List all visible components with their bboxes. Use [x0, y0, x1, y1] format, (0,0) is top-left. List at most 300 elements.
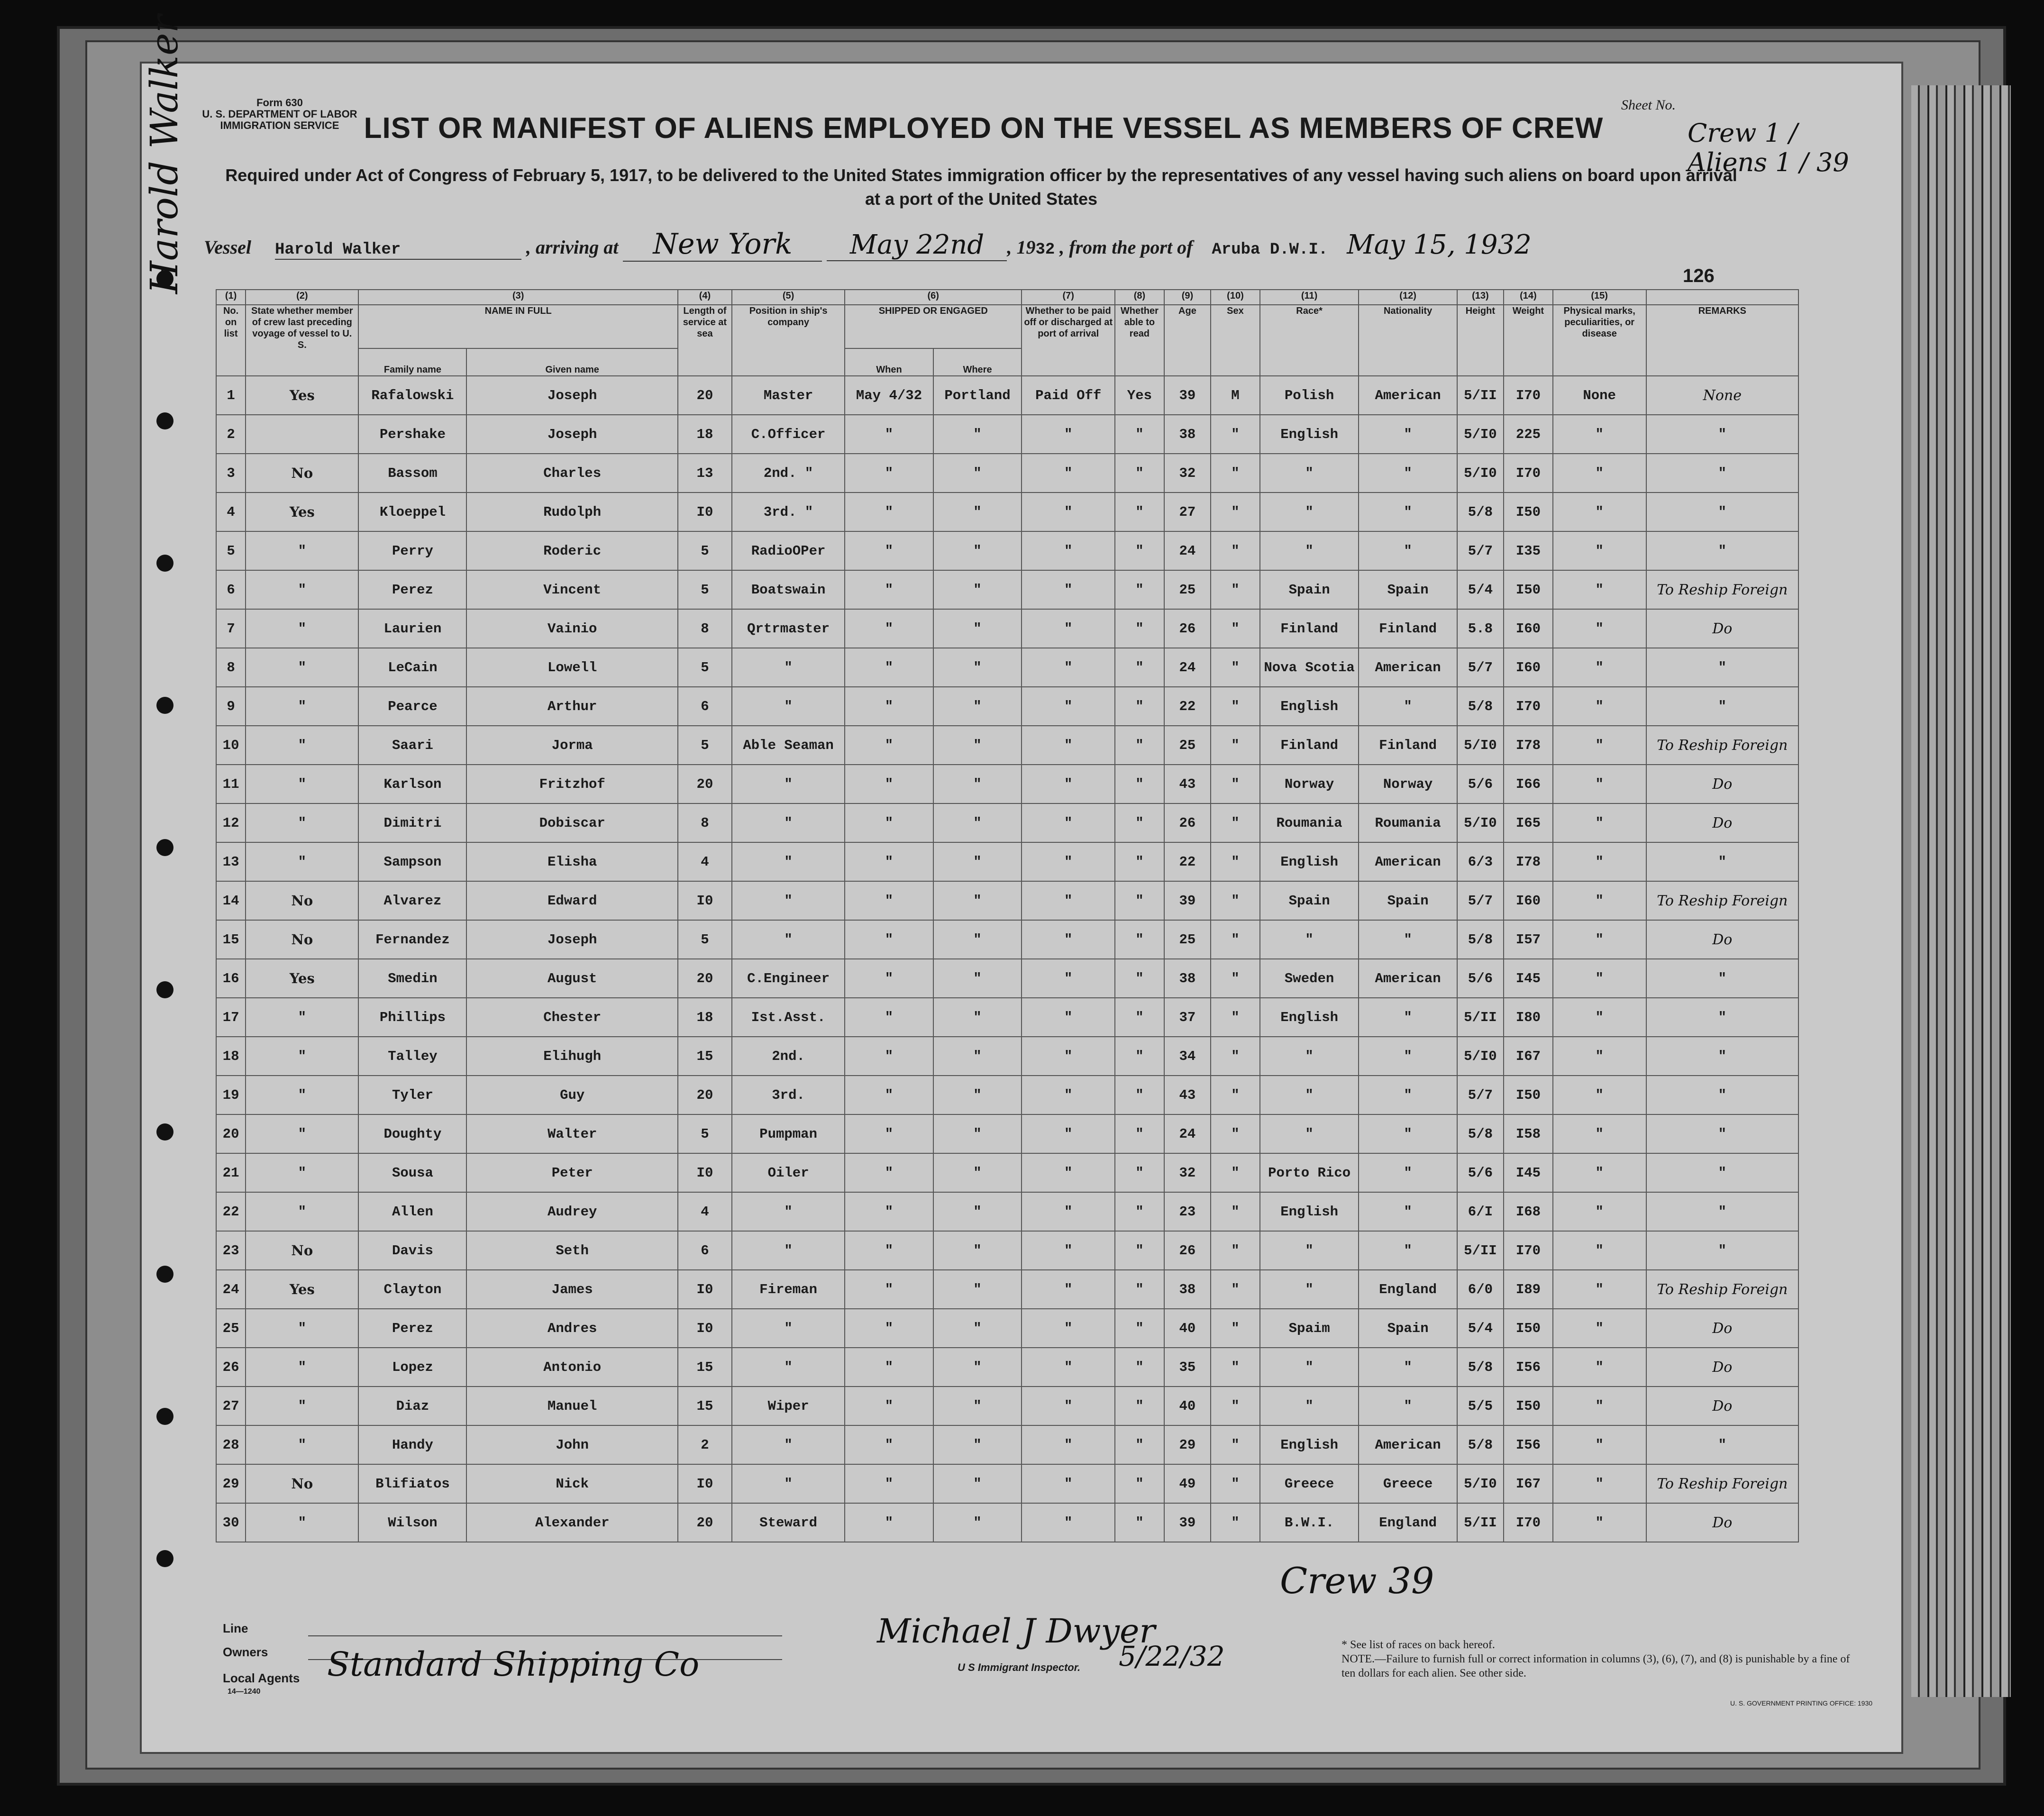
cell-family: Fernandez — [358, 920, 466, 959]
col-num: (7) — [1022, 290, 1115, 305]
cell-age: 32 — [1164, 1153, 1211, 1192]
cell-when: " — [845, 1425, 933, 1464]
cell-state: No — [246, 454, 358, 493]
cell-position: " — [732, 1309, 845, 1348]
cell-race: B.W.I. — [1260, 1503, 1359, 1542]
cell-paid: Paid Off — [1022, 376, 1115, 415]
header-length-service: Length of service at sea — [678, 305, 732, 376]
cell-read: " — [1115, 1425, 1164, 1464]
cell-position: Qrtrmaster — [732, 609, 845, 648]
cell-when: " — [845, 1114, 933, 1153]
cell-weight: I50 — [1504, 1076, 1553, 1114]
cell-given: Guy — [466, 1076, 678, 1114]
table-row — [216, 415, 1798, 454]
cell-where: " — [933, 1192, 1022, 1231]
cell-nationality: Roumania — [1359, 803, 1457, 842]
cell-family: Kloeppel — [358, 493, 466, 531]
page-title: LIST OR MANIFEST OF ALIENS EMPLOYED ON THE VESSEL AS MEMBERS OF CREW — [364, 112, 1604, 145]
cell-paid: " — [1022, 1270, 1115, 1309]
cell-weight: I78 — [1504, 842, 1553, 881]
cell-where: " — [933, 454, 1022, 493]
cell-when: " — [845, 1153, 933, 1192]
cell-when: " — [845, 959, 933, 998]
cell-weight: I70 — [1504, 376, 1553, 415]
cell-weight: I45 — [1504, 959, 1553, 998]
cell-race: Spain — [1260, 570, 1359, 609]
cell-position: " — [732, 765, 845, 803]
cell-length: 15 — [678, 1348, 732, 1387]
cell-given: Chester — [466, 998, 678, 1037]
binder-hole — [156, 555, 173, 572]
cell-remarks: To Reship Foreign — [1646, 1464, 1798, 1503]
cell-no: 27 — [216, 1387, 246, 1425]
cell-height: 5/6 — [1457, 959, 1504, 998]
cell-paid: " — [1022, 1192, 1115, 1231]
margin-annotation: Harold Walker — [142, 15, 186, 294]
cell-length: 5 — [678, 648, 732, 687]
cell-position: Ist.Asst. — [732, 998, 845, 1037]
cell-marks: " — [1553, 1192, 1646, 1231]
table-row — [216, 765, 1798, 803]
cell-weight: I56 — [1504, 1348, 1553, 1387]
col-num: (11) — [1260, 290, 1359, 305]
cell-nationality: " — [1359, 531, 1457, 570]
cell-given: Antonio — [466, 1348, 678, 1387]
cell-height: 6/I — [1457, 1192, 1504, 1231]
cell-where: " — [933, 765, 1022, 803]
crew-count: Crew 39 — [1280, 1560, 1434, 1602]
cell-position: " — [732, 1425, 845, 1464]
cell-race: Spaim — [1260, 1309, 1359, 1348]
cell-when: " — [845, 1348, 933, 1387]
cell-when: May 4/32 — [845, 376, 933, 415]
cell-family: Handy — [358, 1425, 466, 1464]
cell-marks: " — [1553, 1076, 1646, 1114]
cell-given: Jorma — [466, 726, 678, 765]
cell-marks: " — [1553, 1153, 1646, 1192]
cell-length: 4 — [678, 1192, 732, 1231]
cell-position: Pumpman — [732, 1114, 845, 1153]
cell-height: 5/8 — [1457, 687, 1504, 726]
cell-where: " — [933, 415, 1022, 454]
cell-state: " — [246, 609, 358, 648]
header-name-in-full: NAME IN FULL — [358, 305, 678, 348]
cell-family: Laurien — [358, 609, 466, 648]
cell-given: August — [466, 959, 678, 998]
cell-length: 6 — [678, 687, 732, 726]
cell-height: 5/4 — [1457, 570, 1504, 609]
cell-sex: " — [1211, 609, 1260, 648]
header-remarks: REMARKS — [1646, 305, 1798, 376]
cell-nationality: " — [1359, 493, 1457, 531]
table-row — [216, 1387, 1798, 1425]
cell-where: " — [933, 1270, 1022, 1309]
cell-marks: " — [1553, 920, 1646, 959]
col-num: (13) — [1457, 290, 1504, 305]
cell-age: 43 — [1164, 1076, 1211, 1114]
cell-nationality: " — [1359, 1387, 1457, 1425]
cell-paid: " — [1022, 1464, 1115, 1503]
inspector-label: U S Immigrant Inspector. — [958, 1661, 1081, 1673]
cell-remarks: " — [1646, 648, 1798, 687]
cell-nationality: Spain — [1359, 1309, 1457, 1348]
cell-nationality: Finland — [1359, 726, 1457, 765]
cell-family: Rafalowski — [358, 376, 466, 415]
cell-remarks: Do — [1646, 920, 1798, 959]
cell-paid: " — [1022, 1231, 1115, 1270]
departure-date: May 15, 1932 — [1347, 229, 1532, 260]
cell-state: " — [246, 1076, 358, 1114]
col-num: (14) — [1504, 290, 1553, 305]
cell-sex: " — [1211, 1464, 1260, 1503]
cell-sex: " — [1211, 1076, 1260, 1114]
cell-length: 8 — [678, 803, 732, 842]
table-row — [216, 1309, 1798, 1348]
cell-state: No — [246, 881, 358, 920]
table-row — [216, 842, 1798, 881]
cell-read: " — [1115, 1309, 1164, 1348]
cell-where: " — [933, 842, 1022, 881]
col-num: (2) — [246, 290, 358, 305]
binder-hole — [156, 1266, 173, 1283]
cell-remarks: To Reship Foreign — [1646, 570, 1798, 609]
cell-length: 15 — [678, 1037, 732, 1076]
cell-sex: " — [1211, 415, 1260, 454]
cell-no: 26 — [216, 1348, 246, 1387]
cell-height: 5/4 — [1457, 1309, 1504, 1348]
arrival-date: May 22nd — [827, 229, 1007, 261]
cell-paid: " — [1022, 648, 1115, 687]
column-number-row — [216, 290, 1798, 305]
cell-length: 5 — [678, 531, 732, 570]
cell-when: " — [845, 998, 933, 1037]
cell-paid: " — [1022, 1425, 1115, 1464]
cell-given: Joseph — [466, 376, 678, 415]
header-position: Position in ship's company — [732, 305, 845, 376]
cell-marks: " — [1553, 531, 1646, 570]
cell-where: " — [933, 687, 1022, 726]
cell-when: " — [845, 1503, 933, 1542]
cell-sex: " — [1211, 1503, 1260, 1542]
cell-given: Elisha — [466, 842, 678, 881]
cell-age: 25 — [1164, 920, 1211, 959]
cell-no: 22 — [216, 1192, 246, 1231]
cell-where: " — [933, 609, 1022, 648]
cell-given: Vainio — [466, 609, 678, 648]
cell-weight: I35 — [1504, 531, 1553, 570]
table-row — [216, 1231, 1798, 1270]
cell-given: Dobiscar — [466, 803, 678, 842]
cell-read: " — [1115, 998, 1164, 1037]
header-age: Age — [1164, 305, 1211, 376]
header-where: Where — [933, 348, 1022, 376]
cell-state: Yes — [246, 1270, 358, 1309]
cell-where: " — [933, 803, 1022, 842]
binder-hole — [156, 839, 173, 856]
cell-marks: " — [1553, 842, 1646, 881]
cell-weight: I70 — [1504, 687, 1553, 726]
cell-age: 24 — [1164, 1114, 1211, 1153]
cell-given: Rudolph — [466, 493, 678, 531]
cell-marks: " — [1553, 1387, 1646, 1425]
cell-nationality: " — [1359, 1153, 1457, 1192]
cell-where: " — [933, 1425, 1022, 1464]
cell-marks: " — [1553, 648, 1646, 687]
cell-marks: " — [1553, 959, 1646, 998]
cell-sex: " — [1211, 1309, 1260, 1348]
col-num: (9) — [1164, 290, 1211, 305]
table-row — [216, 1153, 1798, 1192]
cell-when: " — [845, 881, 933, 920]
cell-marks: " — [1553, 687, 1646, 726]
cell-height: 5/I0 — [1457, 1037, 1504, 1076]
cell-marks: " — [1553, 1348, 1646, 1387]
cell-sex: M — [1211, 376, 1260, 415]
header-sex: Sex — [1211, 305, 1260, 376]
table-row — [216, 648, 1798, 687]
cell-height: 5/II — [1457, 1503, 1504, 1542]
cell-nationality: American — [1359, 376, 1457, 415]
cell-race: Norway — [1260, 765, 1359, 803]
cell-where: Portland — [933, 376, 1022, 415]
cell-no: 14 — [216, 881, 246, 920]
table-row — [216, 1114, 1798, 1153]
cell-height: 5/I0 — [1457, 803, 1504, 842]
cell-no: 12 — [216, 803, 246, 842]
cell-nationality: Greece — [1359, 1464, 1457, 1503]
binder-hole — [156, 1408, 173, 1425]
table-row — [216, 726, 1798, 765]
cell-family: Bassom — [358, 454, 466, 493]
cell-read: " — [1115, 765, 1164, 803]
cell-age: 24 — [1164, 531, 1211, 570]
cell-given: Peter — [466, 1153, 678, 1192]
cell-remarks: None — [1646, 376, 1798, 415]
cell-marks: " — [1553, 1464, 1646, 1503]
table-row — [216, 1425, 1798, 1464]
cell-where: " — [933, 1076, 1022, 1114]
cell-height: 5/7 — [1457, 881, 1504, 920]
cell-length: 4 — [678, 842, 732, 881]
crew-manifest-table — [216, 289, 1799, 1542]
cell-height: 5/7 — [1457, 531, 1504, 570]
cell-no: 11 — [216, 765, 246, 803]
cell-no: 28 — [216, 1425, 246, 1464]
binder-hole — [156, 1123, 173, 1141]
cell-paid: " — [1022, 1387, 1115, 1425]
cell-remarks: " — [1646, 687, 1798, 726]
cell-position: RadioOPer — [732, 531, 845, 570]
cell-read: " — [1115, 570, 1164, 609]
cell-length: 18 — [678, 415, 732, 454]
cell-read: " — [1115, 1037, 1164, 1076]
cell-where: " — [933, 648, 1022, 687]
cell-marks: " — [1553, 765, 1646, 803]
cell-position: " — [732, 687, 845, 726]
cell-marks: " — [1553, 570, 1646, 609]
cell-sex: " — [1211, 454, 1260, 493]
table-row — [216, 687, 1798, 726]
cell-sex: " — [1211, 803, 1260, 842]
cell-position: " — [732, 803, 845, 842]
cell-paid: " — [1022, 1114, 1115, 1153]
agents-label: Local Agents — [223, 1671, 300, 1685]
cell-family: Saari — [358, 726, 466, 765]
cell-paid: " — [1022, 920, 1115, 959]
cell-sex: " — [1211, 648, 1260, 687]
vessel-line — [204, 228, 1910, 262]
cell-no: 5 — [216, 531, 246, 570]
cell-read: " — [1115, 959, 1164, 998]
cell-nationality: Finland — [1359, 609, 1457, 648]
cell-no: 6 — [216, 570, 246, 609]
cell-weight: I65 — [1504, 803, 1553, 842]
cell-position: " — [732, 842, 845, 881]
cell-position: " — [732, 1348, 845, 1387]
cell-sex: " — [1211, 920, 1260, 959]
cell-sex: " — [1211, 726, 1260, 765]
cell-state: " — [246, 531, 358, 570]
cell-read: " — [1115, 920, 1164, 959]
cell-family: Perez — [358, 570, 466, 609]
cell-height: 5.8 — [1457, 609, 1504, 648]
header-shipped-engaged: SHIPPED OR ENGAGED — [845, 305, 1022, 348]
cell-no: 9 — [216, 687, 246, 726]
table-row — [216, 531, 1798, 570]
cell-weight: I70 — [1504, 1503, 1553, 1542]
page-subtitle: Required under Act of Congress of February 5, 1917, to be delivered to the United States immigration officer by the representatives of any vessel having such aliens on board upon arrival at a port of the United States — [225, 165, 1737, 209]
cell-marks: " — [1553, 454, 1646, 493]
cell-age: 39 — [1164, 881, 1211, 920]
cell-age: 27 — [1164, 493, 1211, 531]
cell-read: " — [1115, 531, 1164, 570]
cell-age: 38 — [1164, 959, 1211, 998]
cell-when: " — [845, 454, 933, 493]
table-row — [216, 1076, 1798, 1114]
cell-length: 13 — [678, 454, 732, 493]
cell-nationality: American — [1359, 959, 1457, 998]
cell-age: 37 — [1164, 998, 1211, 1037]
from-port: Aruba D.W.I. — [1212, 241, 1328, 259]
cell-given: Roderic — [466, 531, 678, 570]
cell-read: " — [1115, 1153, 1164, 1192]
cell-nationality: American — [1359, 1425, 1457, 1464]
cell-age: 38 — [1164, 1270, 1211, 1309]
cell-race: Roumania — [1260, 803, 1359, 842]
cell-sex: " — [1211, 1270, 1260, 1309]
cell-state: " — [246, 1309, 358, 1348]
cell-race: Finland — [1260, 609, 1359, 648]
cell-remarks: To Reship Foreign — [1646, 1270, 1798, 1309]
cell-where: " — [933, 1348, 1022, 1387]
cell-when: " — [845, 726, 933, 765]
cell-read: Yes — [1115, 376, 1164, 415]
cell-sex: " — [1211, 1387, 1260, 1425]
footnote-text: NOTE.—Failure to furnish full or correct information in columns (3), (6), (7), and (8) is punishable by a fine of ten dollars for each alien. See other side. — [1341, 1653, 1850, 1679]
cell-read: " — [1115, 1270, 1164, 1309]
cell-read: " — [1115, 1464, 1164, 1503]
cell-race: " — [1260, 493, 1359, 531]
cell-when: " — [845, 493, 933, 531]
cell-age: 23 — [1164, 1192, 1211, 1231]
cell-race: English — [1260, 415, 1359, 454]
cell-height: 5/6 — [1457, 1153, 1504, 1192]
cell-paid: " — [1022, 415, 1115, 454]
cell-no: 15 — [216, 920, 246, 959]
cell-where: " — [933, 1464, 1022, 1503]
form-header: Form 630 U. S. DEPARTMENT OF LABOR IMMIGRATION SERVICE — [202, 97, 357, 131]
cell-given: Arthur — [466, 687, 678, 726]
cell-where: " — [933, 1309, 1022, 1348]
cell-position: 2nd. — [732, 1037, 845, 1076]
cell-state — [246, 415, 358, 454]
cell-where: " — [933, 531, 1022, 570]
header-given-name: Given name — [466, 348, 678, 376]
table-row — [216, 1270, 1798, 1309]
cell-age: 26 — [1164, 803, 1211, 842]
cell-read: " — [1115, 726, 1164, 765]
cell-marks: " — [1553, 803, 1646, 842]
cell-marks: " — [1553, 881, 1646, 920]
cell-read: " — [1115, 454, 1164, 493]
cell-when: " — [845, 1309, 933, 1348]
cell-length: I0 — [678, 881, 732, 920]
cell-given: James — [466, 1270, 678, 1309]
cell-family: Wilson — [358, 1503, 466, 1542]
cell-race: Porto Rico — [1260, 1153, 1359, 1192]
cell-when: " — [845, 803, 933, 842]
cell-weight: I60 — [1504, 648, 1553, 687]
table-row — [216, 493, 1798, 531]
table-row — [216, 376, 1798, 415]
inspector-signature: Michael J Dwyer — [877, 1612, 1155, 1651]
cell-state: " — [246, 1037, 358, 1076]
cell-marks: " — [1553, 1309, 1646, 1348]
cell-where: " — [933, 570, 1022, 609]
cell-family: Lopez — [358, 1348, 466, 1387]
cell-length: 6 — [678, 1231, 732, 1270]
cell-when: " — [845, 531, 933, 570]
cell-age: 39 — [1164, 376, 1211, 415]
cell-height: 6/0 — [1457, 1270, 1504, 1309]
cell-length: 8 — [678, 609, 732, 648]
cell-family: Perry — [358, 531, 466, 570]
cell-paid: " — [1022, 881, 1115, 920]
cell-height: 5/7 — [1457, 648, 1504, 687]
cell-height: 5/II — [1457, 998, 1504, 1037]
cell-no: 18 — [216, 1037, 246, 1076]
cell-height: 5/8 — [1457, 1114, 1504, 1153]
cell-state: " — [246, 1348, 358, 1387]
cell-remarks: " — [1646, 959, 1798, 998]
cell-position: 3rd. — [732, 1076, 845, 1114]
cell-length: I0 — [678, 1153, 732, 1192]
arriving-label: , arriving at — [526, 237, 619, 258]
cell-sex: " — [1211, 1192, 1260, 1231]
cell-weight: I66 — [1504, 765, 1553, 803]
cell-when: " — [845, 609, 933, 648]
cell-age: 22 — [1164, 842, 1211, 881]
header-weight: Weight — [1504, 305, 1553, 376]
header-race: Race* — [1260, 305, 1359, 376]
cell-state: " — [246, 842, 358, 881]
cell-state: " — [246, 765, 358, 803]
cell-height: 5/8 — [1457, 1348, 1504, 1387]
cell-when: " — [845, 765, 933, 803]
cell-race: " — [1260, 454, 1359, 493]
cell-nationality: " — [1359, 687, 1457, 726]
cell-weight: 225 — [1504, 415, 1553, 454]
